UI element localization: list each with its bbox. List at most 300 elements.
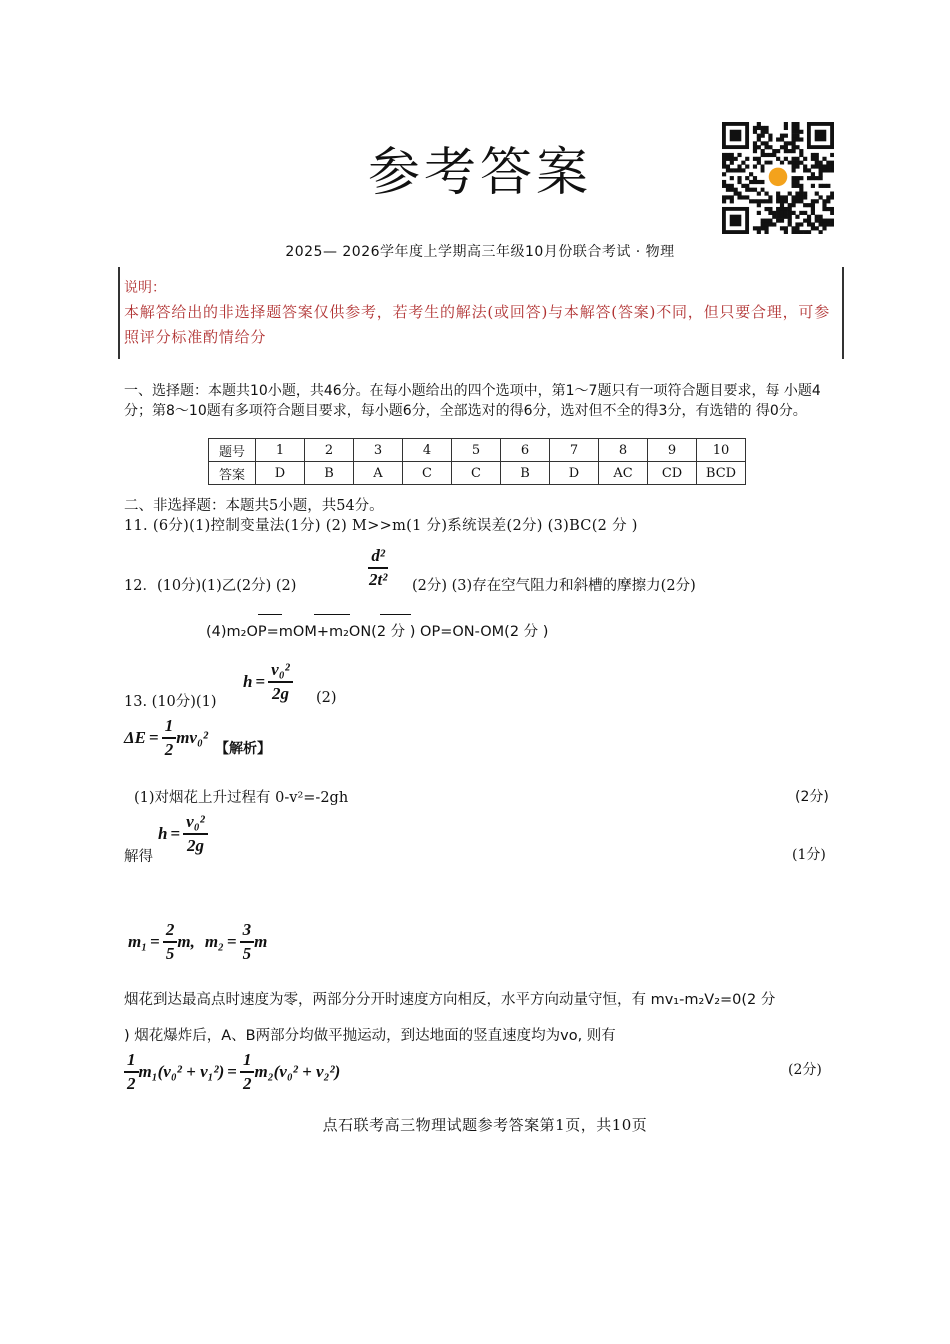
overline-on: [380, 614, 411, 615]
qr-module: [737, 153, 741, 157]
qr-module: [722, 180, 726, 184]
qr-module: [792, 176, 796, 180]
qr-module: [788, 192, 792, 196]
qr-module: [784, 134, 788, 138]
qr-module: [780, 203, 784, 207]
qr-module: [784, 122, 788, 126]
qr-module: [819, 219, 823, 223]
fraction: [366, 546, 390, 589]
qr-module: [792, 157, 796, 161]
table-cell: C: [403, 462, 452, 485]
qr-finder-inner: [730, 130, 742, 142]
fraction-denominator: 5: [165, 943, 175, 963]
qr-module: [811, 172, 815, 176]
qr-module: [761, 134, 765, 138]
qr-module: [788, 203, 792, 207]
formula-lhs: h: [158, 823, 168, 843]
formula-lhs: h: [243, 671, 253, 691]
qr-module: [803, 157, 807, 161]
qr-module: [776, 211, 780, 215]
qr-module: [753, 157, 757, 161]
qr-module: [826, 222, 830, 226]
qr-module: [776, 207, 780, 211]
equals-sign: =: [170, 823, 181, 843]
table-cell: C: [452, 462, 501, 485]
qr-module: [780, 215, 784, 219]
table-cell: A: [354, 462, 403, 485]
qr-module: [764, 226, 768, 230]
fraction-numerator: 1: [240, 1050, 255, 1073]
q12-suffix: (2分) (3)存在空气阻力和斜槽的摩擦力(2分): [412, 578, 696, 594]
formula-lhs: m₂: [204, 931, 224, 951]
qr-module: [830, 161, 834, 165]
qr-module: [811, 176, 815, 180]
qr-module: [830, 207, 834, 211]
qr-module: [811, 157, 815, 161]
qr-module: [784, 157, 788, 161]
qr-module: [803, 168, 807, 172]
qr-module: [799, 161, 803, 165]
qr-module: [768, 199, 772, 203]
qr-module: [819, 195, 823, 199]
qr-module: [768, 134, 772, 138]
table-cell: B: [305, 462, 354, 485]
qr-module: [749, 180, 753, 184]
qr-module: [799, 176, 803, 180]
qr-module: [722, 164, 726, 168]
qr-module: [807, 215, 811, 219]
qr-module: [807, 219, 811, 223]
qr-module: [753, 180, 757, 184]
qr-module: [799, 153, 803, 157]
qr-module: [784, 207, 788, 211]
formula-height: [243, 660, 293, 703]
qr-module: [799, 137, 803, 141]
qr-module: [761, 219, 765, 223]
qr-module: [737, 164, 741, 168]
qr-module: [788, 161, 792, 165]
table-cell: AC: [599, 462, 648, 485]
qr-module: [792, 122, 796, 126]
qr-module: [819, 164, 823, 168]
qr-module: [807, 176, 811, 180]
qr-module: [788, 222, 792, 226]
qr-module: [792, 130, 796, 134]
fraction-denominator: 2: [127, 1073, 136, 1093]
qr-module: [776, 215, 780, 219]
table-cell: 1: [256, 439, 305, 462]
formula-height-solved: [158, 812, 208, 855]
qr-module: [772, 149, 776, 153]
table-cell: D: [256, 462, 305, 485]
qr-module: [734, 192, 738, 196]
qr-module: [734, 157, 738, 161]
qr-code-icon: [722, 122, 834, 234]
qr-module: [761, 188, 765, 192]
overline-om: [314, 614, 350, 615]
qr-module: [815, 157, 819, 161]
qr-module: [799, 211, 803, 215]
qr-module: [764, 153, 768, 157]
qr-module: [830, 211, 834, 215]
qr-module: [822, 207, 826, 211]
qr-module: [737, 195, 741, 199]
qr-module: [726, 164, 730, 168]
qr-module: [815, 215, 819, 219]
qr-module: [811, 222, 815, 226]
formula-lhs: m₁(v₀² + v₁²): [138, 1061, 225, 1081]
note-title: 说明：: [124, 280, 166, 296]
qr-module: [822, 184, 826, 188]
qr-module: [815, 199, 819, 203]
qr-module: [811, 164, 815, 168]
page-title: 参考答案: [367, 143, 592, 203]
qr-module: [815, 226, 819, 230]
qr-module: [822, 226, 826, 230]
qr-module: [745, 164, 749, 168]
overline-op: [258, 614, 282, 615]
qr-module: [726, 168, 730, 172]
qr-module: [822, 199, 826, 203]
qr-module: [753, 226, 757, 230]
fraction-numerator: d²: [368, 546, 388, 569]
table-cell: B: [501, 462, 550, 485]
qr-module: [764, 130, 768, 134]
qr-module: [737, 176, 741, 180]
qr-module: [819, 184, 823, 188]
qr-module: [749, 188, 753, 192]
qr-module: [757, 126, 761, 130]
qr-module: [753, 126, 757, 130]
qr-module: [722, 184, 726, 188]
qr-module: [803, 203, 807, 207]
page-footer: 点石联考高三物理试题参考答案第1页，共10页: [322, 1116, 648, 1134]
qr-module: [819, 161, 823, 165]
qr-module: [757, 134, 761, 138]
qr-module: [792, 180, 796, 184]
fraction-denominator: 2: [242, 1073, 252, 1093]
score-label: (2分): [795, 789, 829, 805]
qr-module: [768, 222, 772, 226]
qr-module: [745, 176, 749, 180]
qr-module: [768, 145, 772, 149]
table-row: [209, 439, 746, 462]
qr-module: [722, 157, 726, 161]
fraction-denominator: 2g: [186, 835, 204, 855]
table-header-cell: 题号: [209, 439, 256, 462]
qr-module: [795, 226, 799, 230]
qr-module: [826, 164, 830, 168]
qr-module: [792, 141, 796, 145]
qr-module: [815, 192, 819, 196]
qr-module: [799, 195, 803, 199]
fraction-numerator: v₀²: [268, 660, 293, 683]
qr-module: [757, 122, 761, 126]
qr-module: [761, 130, 765, 134]
qr-module: [792, 126, 796, 130]
fraction: [162, 716, 177, 759]
qr-module: [761, 226, 765, 230]
qr-module: [761, 168, 765, 172]
qr-module: [792, 168, 796, 172]
qr-module: [795, 230, 799, 234]
qr-module: [730, 184, 734, 188]
qr-module: [799, 199, 803, 203]
fraction-numerator: 1: [162, 716, 177, 739]
qr-module: [826, 219, 830, 223]
note-text: 本解答给出的非选择题答案仅供参考，若考生的解法(或回答)与本解答(答案)不同，但只要合理，可参照评分标准酌情给分: [124, 303, 831, 346]
qr-module: [730, 176, 734, 180]
qr-module: [761, 126, 765, 130]
qr-module: [764, 199, 768, 203]
qr-module: [799, 184, 803, 188]
qr-module: [730, 153, 734, 157]
qr-module: [768, 153, 772, 157]
qr-module: [780, 137, 784, 141]
qr-module: [776, 195, 780, 199]
qr-module: [826, 195, 830, 199]
q13-prefix: 13. (10分)(1): [124, 694, 217, 710]
qr-module: [830, 192, 834, 196]
qr-module: [807, 168, 811, 172]
qr-module: [799, 222, 803, 226]
qr-module: [826, 168, 830, 172]
table-cell: 8: [599, 439, 648, 462]
qr-module: [753, 188, 757, 192]
qr-module: [726, 157, 730, 161]
qr-module: [815, 153, 819, 157]
qr-module: [784, 226, 788, 230]
analysis-label: 【解析】: [215, 741, 271, 757]
formula-rhs: mv₀²: [176, 727, 208, 747]
qr-module: [761, 153, 765, 157]
qr-module: [819, 168, 823, 172]
qr-module: [822, 164, 826, 168]
qr-module: [776, 199, 780, 203]
qr-module: [745, 184, 749, 188]
qr-module: [792, 203, 796, 207]
equals-sign: =: [226, 931, 237, 951]
qr-module: [780, 199, 784, 203]
qr-module: [772, 211, 776, 215]
qr-module: [784, 195, 788, 199]
qr-module: [749, 199, 753, 203]
qr-module: [764, 145, 768, 149]
formula-masses: [128, 920, 267, 963]
qr-module: [768, 137, 772, 141]
q12-fraction: [366, 546, 390, 589]
qr-module: [730, 161, 734, 165]
fraction-denominator: 2: [164, 739, 174, 759]
qr-module: [722, 172, 726, 176]
qr-module: [795, 164, 799, 168]
qr-module: [753, 145, 757, 149]
solution-line1: (1)对烟花上升过程有 0-v²=-2gh: [134, 790, 349, 806]
momentum-paragraph: 烟花到达最高点时速度为零，两部分分开时速度方向相反，水平方向动量守恒，有 mv₁-m₂V₂=0(2 分: [124, 992, 776, 1008]
table-cell: 2: [305, 439, 354, 462]
q12-prefix: 12．(10分)(1)乙(2分) (2): [124, 578, 297, 594]
qr-module: [772, 215, 776, 219]
formula-rhs: m₂(v₀² + v₂²): [254, 1061, 341, 1081]
table-header-cell: 答案: [209, 462, 256, 485]
fraction-numerator: 2: [163, 920, 178, 943]
qr-finder-inner: [730, 215, 742, 227]
qr-module: [826, 199, 830, 203]
qr-module: [768, 195, 772, 199]
qr-module: [795, 137, 799, 141]
qr-module: [741, 184, 745, 188]
answer-table: [208, 438, 746, 485]
qr-module: [745, 188, 749, 192]
qr-module: [780, 219, 784, 223]
qr-module: [792, 161, 796, 165]
qr-module: [734, 188, 738, 192]
qr-module: [757, 145, 761, 149]
qr-module: [795, 222, 799, 226]
qr-module: [811, 211, 815, 215]
qr-module: [757, 161, 761, 165]
qr-module: [737, 168, 741, 172]
qr-module: [776, 157, 780, 161]
qr-module: [745, 195, 749, 199]
qr-module: [795, 145, 799, 149]
qr-module: [741, 168, 745, 172]
qr-module: [764, 207, 768, 211]
fraction: [268, 660, 293, 703]
qr-module: [822, 157, 826, 161]
qr-module: [784, 149, 788, 153]
qr-module: [772, 222, 776, 226]
fraction: [124, 1050, 139, 1093]
qr-module: [822, 222, 826, 226]
qr-module: [795, 134, 799, 138]
qr-module: [780, 226, 784, 230]
qr-module: [792, 230, 796, 234]
formula-energy-loss: [124, 716, 208, 759]
qr-module: [795, 192, 799, 196]
table-cell: 6: [501, 439, 550, 462]
qr-module: [792, 164, 796, 168]
q12-part4: (4)m₂OP=mOM+m₂ON(2 分 ) OP=ON-OM(2 分 ): [206, 624, 549, 640]
qr-module: [757, 157, 761, 161]
qr-module: [788, 219, 792, 223]
qr-module: [811, 184, 815, 188]
qr-module: [730, 168, 734, 172]
qr-module: [815, 161, 819, 165]
qr-module: [811, 199, 815, 203]
qr-module: [753, 130, 757, 134]
qr-module: [749, 172, 753, 176]
qr-module: [764, 219, 768, 223]
fraction: [183, 812, 208, 855]
qr-module: [795, 184, 799, 188]
qr-module: [780, 195, 784, 199]
table-cell: CD: [648, 462, 697, 485]
qr-module: [795, 122, 799, 126]
table-cell: 3: [354, 439, 403, 462]
equals-sign: =: [255, 671, 266, 691]
qr-module: [811, 153, 815, 157]
qr-module: [722, 161, 726, 165]
qr-module: [795, 199, 799, 203]
qr-module: [799, 149, 803, 153]
qr-module: [761, 164, 765, 168]
qr-module: [788, 149, 792, 153]
qr-module: [761, 222, 765, 226]
qr-module: [799, 130, 803, 134]
qr-module: [768, 207, 772, 211]
qr-module: [757, 230, 761, 234]
qr-module: [815, 219, 819, 223]
qr-module: [761, 141, 765, 145]
qr-module: [792, 145, 796, 149]
qr-logo-mark: [769, 168, 788, 187]
qr-module: [803, 192, 807, 196]
table-cell: 9: [648, 439, 697, 462]
qr-module: [780, 211, 784, 215]
qr-module: [830, 222, 834, 226]
fraction: [163, 920, 178, 963]
qr-module: [803, 219, 807, 223]
qr-module: [811, 203, 815, 207]
qr-module: [819, 215, 823, 219]
qr-module: [811, 207, 815, 211]
qr-module: [788, 207, 792, 211]
qr-module: [795, 195, 799, 199]
qr-module: [753, 176, 757, 180]
qr-module: [753, 164, 757, 168]
qr-module: [784, 141, 788, 145]
qr-finder-inner: [815, 130, 827, 142]
qr-module: [761, 199, 765, 203]
qr-module: [764, 141, 768, 145]
qr-module: [730, 188, 734, 192]
qr-module: [753, 199, 757, 203]
qr-module: [807, 230, 811, 234]
qr-module: [811, 226, 815, 230]
table-cell: BCD: [697, 462, 746, 485]
qr-module: [764, 126, 768, 130]
qr-module: [757, 211, 761, 215]
qr-module: [764, 222, 768, 226]
formula-lhs: ΔE: [124, 727, 146, 747]
qr-module: [830, 219, 834, 223]
qr-module: [803, 211, 807, 215]
qr-module: [730, 199, 734, 203]
qr-module: [737, 180, 741, 184]
qr-module: [830, 195, 834, 199]
qr-module: [741, 161, 745, 165]
qr-module: [730, 195, 734, 199]
qr-module: [753, 141, 757, 145]
qr-module: [792, 195, 796, 199]
qr-module: [807, 222, 811, 226]
qr-module: [768, 211, 772, 215]
qr-module: [807, 203, 811, 207]
qr-module: [772, 153, 776, 157]
table-cell: 5: [452, 439, 501, 462]
score-label: (1分): [792, 847, 826, 863]
qr-module: [741, 195, 745, 199]
q11-answer: 11. (6分)(1)控制变量法(1分) (2) M>>m(1 分)系统误差(2分) (3)BC(2 分 ): [124, 518, 638, 534]
table-cell: 7: [550, 439, 599, 462]
qr-module: [819, 230, 823, 234]
qr-code-graphic: [722, 122, 834, 234]
qr-module: [730, 157, 734, 161]
qr-module: [815, 164, 819, 168]
qr-module: [792, 211, 796, 215]
qr-module: [761, 180, 765, 184]
